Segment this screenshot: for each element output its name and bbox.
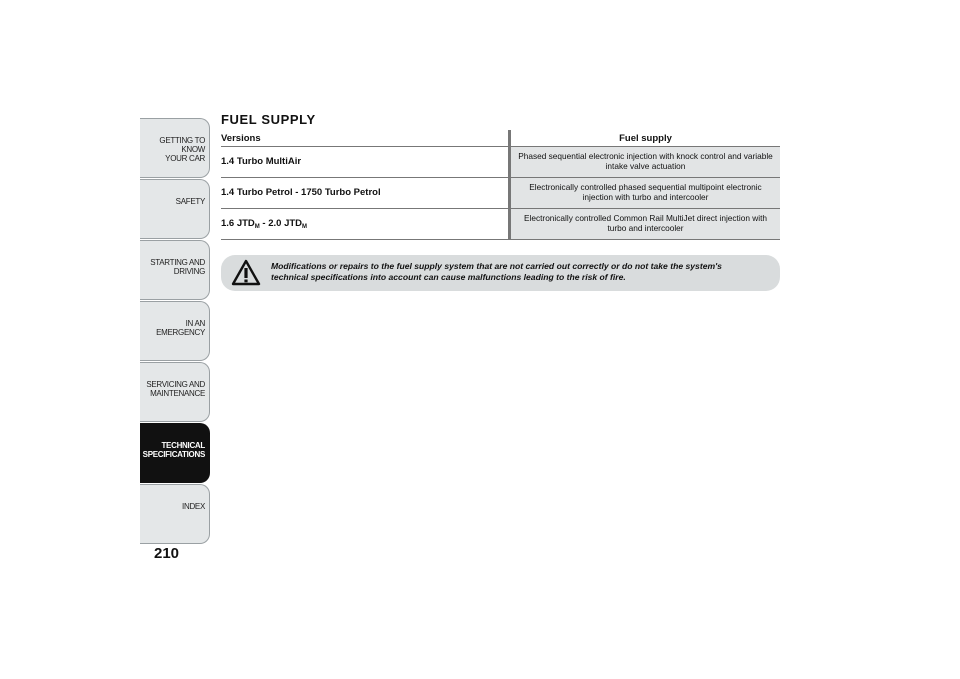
tab-safety[interactable]: SAFETY bbox=[140, 179, 210, 239]
tab-servicing-and-maintenance[interactable]: SERVICING AND MAINTENANCE bbox=[140, 362, 210, 422]
row-version bbox=[221, 209, 508, 239]
tab-in-an-emergency[interactable]: IN AN EMERGENCY bbox=[140, 301, 210, 361]
tab-technical-specifications[interactable]: TECHNICAL SPECIFICATIONS bbox=[140, 423, 210, 483]
section-title: FUEL SUPPLY bbox=[221, 112, 316, 127]
warning-box bbox=[221, 255, 780, 291]
tab-getting-to-know-your-car[interactable]: GETTING TO KNOW YOUR CAR bbox=[140, 118, 210, 178]
version-subscript-a: M bbox=[254, 224, 260, 230]
row-version: 1.4 Turbo Petrol - 1750 Turbo Petrol bbox=[221, 187, 381, 198]
warning-text: Modifications or repairs to the fuel supply system that are not carried out correctly or do not take the system's technical specifications into account can cause malfunctions leading to the risk of fire. bbox=[271, 261, 722, 282]
tab-starting-and-driving[interactable]: STARTING AND DRIVING bbox=[140, 240, 210, 300]
version-part-a: 1.6 JTD bbox=[221, 218, 255, 229]
page-number: 210 bbox=[154, 545, 180, 562]
table-row bbox=[221, 209, 780, 240]
table-row bbox=[221, 147, 780, 178]
warning-triangle-icon bbox=[231, 259, 261, 287]
table-header bbox=[221, 130, 780, 147]
fuel-supply-table bbox=[221, 130, 780, 240]
header-fuel-supply: Fuel supply bbox=[508, 130, 780, 146]
row-version: 1.4 Turbo MultiAir bbox=[221, 156, 302, 167]
header-versions: Versions bbox=[221, 133, 261, 144]
row-supply: Electronically controlled Common Rail MultiJet direct injection with turbo and intercooler bbox=[508, 209, 780, 239]
row-supply: Electronically controlled phased sequential multipoint electronic injection with turbo and intercooler bbox=[508, 178, 780, 208]
tab-index[interactable]: INDEX bbox=[140, 484, 210, 544]
table-row bbox=[221, 178, 780, 209]
row-supply: Phased sequential electronic injection with knock control and variable intake valve actuation bbox=[508, 147, 780, 177]
version-separator: - 2.0 JTD bbox=[259, 218, 303, 229]
version-subscript-b: M bbox=[302, 224, 308, 230]
